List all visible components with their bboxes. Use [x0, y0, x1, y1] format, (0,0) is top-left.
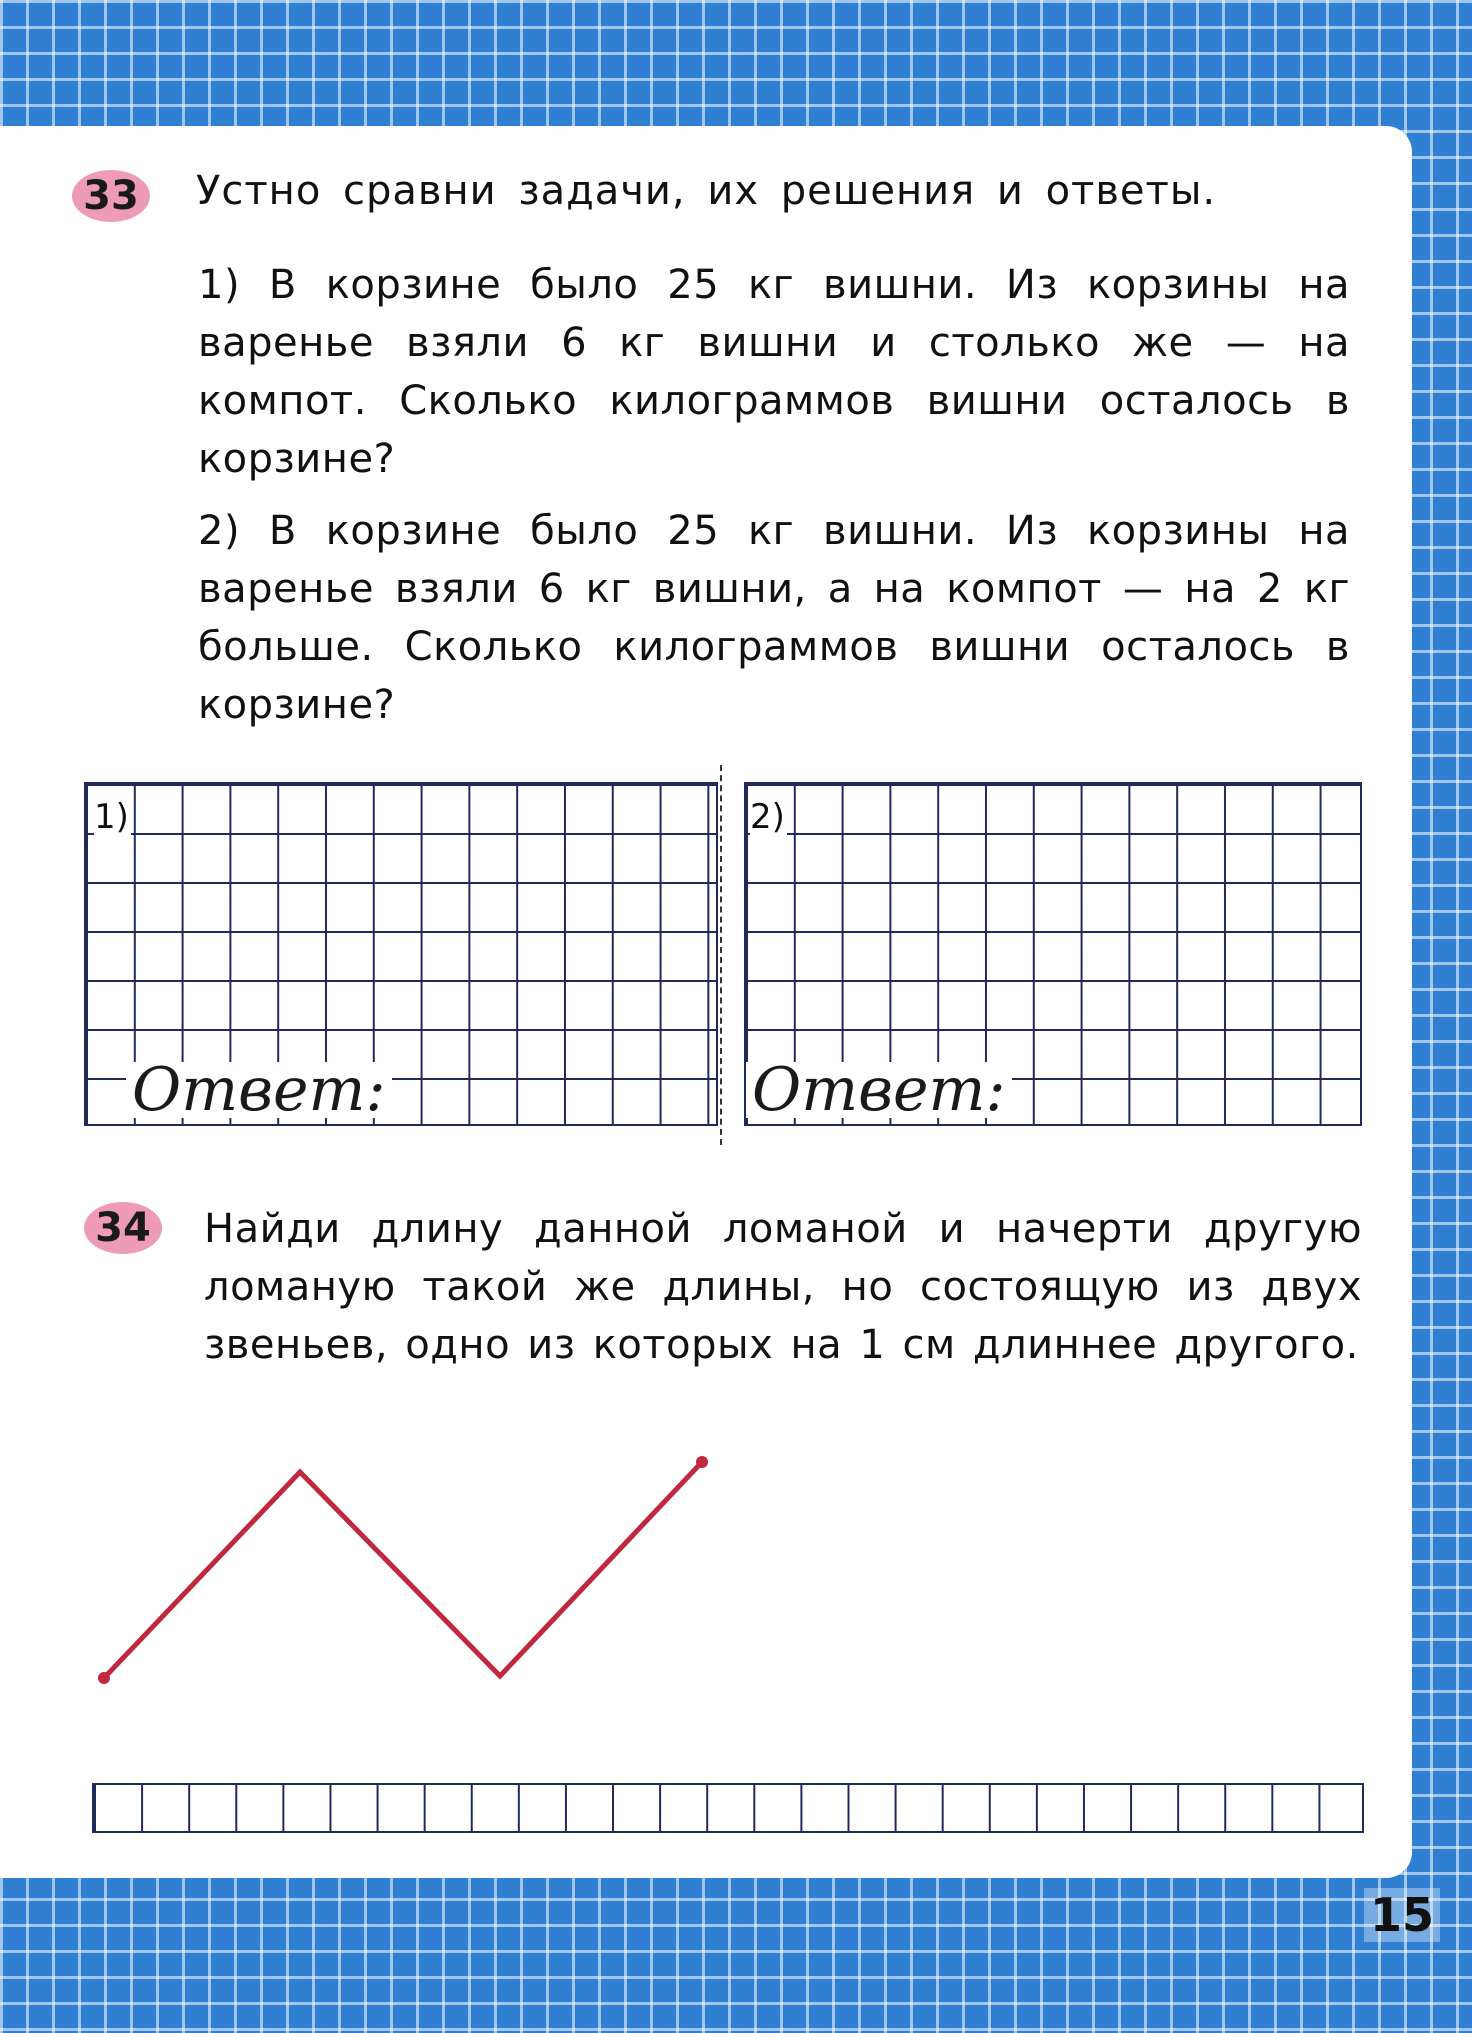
answer-cell-strip[interactable] — [92, 1783, 1364, 1833]
task-33-title: Устно сравни задачи, их решения и ответы. — [196, 168, 1217, 214]
page-number: 15 — [1364, 1888, 1440, 1942]
task-33-problem-1: 1) В корзине было 25 кг вишни. Из корзины на варенье взяли 6 кг вишни и столько же — на компот. Сколько килограммов вишни осталось в корзине? — [198, 262, 1350, 482]
task-33-number: 33 — [83, 173, 139, 219]
grid-1-label: 1) — [94, 797, 129, 837]
answer-label-2: Ответ: — [746, 1062, 1012, 1118]
task-34-number: 34 — [95, 1205, 151, 1251]
broken-line-end-point — [696, 1456, 708, 1468]
broken-line — [104, 1462, 702, 1678]
answer-label-1: Ответ: — [126, 1062, 392, 1118]
grid-2-label: 2) — [750, 797, 785, 837]
task-34-text: Найди длину данной ломаной и начерти другую ломаную такой же длины, но состоящую из двух звеньев, одно из которых на 1 см длиннее другого. — [204, 1206, 1362, 1368]
broken-line-start-point — [98, 1672, 110, 1684]
task-33-problem-2: 2) В корзине было 25 кг вишни. Из корзины на варенье взяли 6 кг вишни, а на компот — на 2 кг больше. Сколько килограммов вишни осталось в корзине? — [198, 508, 1350, 728]
